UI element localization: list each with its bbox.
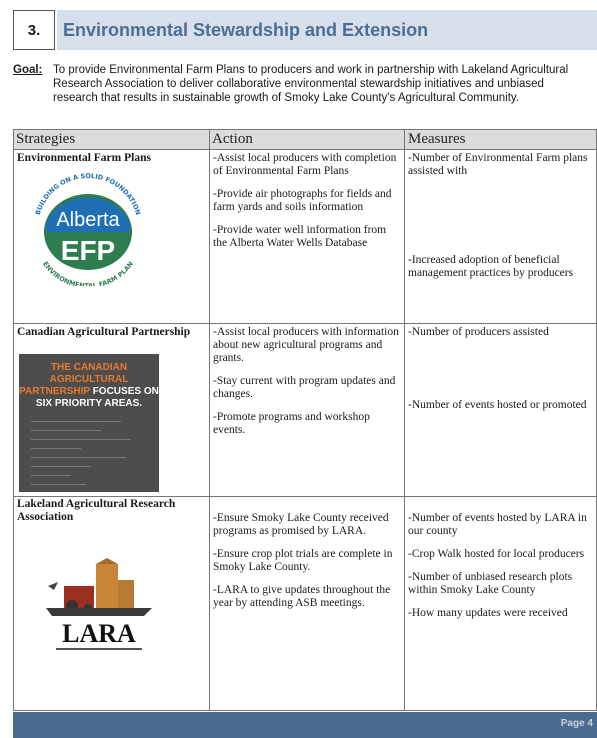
- action-item: -Ensure crop plot trials are complete in Smoky Lake County.: [213, 548, 393, 573]
- efp-arc-bottom: ENVIRONMENTAL FARM PLAN: [41, 260, 135, 286]
- cap-heading: THE CANADIAN AGRICULTURAL PARTNERSHIP FOCUSES ON SIX PRIORITY AREAS.: [19, 362, 159, 409]
- cap-priority-list: [19, 410, 159, 485]
- header-measures: Measures: [408, 131, 466, 147]
- lara-logo: [44, 558, 154, 663]
- row-divider: [14, 496, 596, 497]
- action-item: -Ensure Smoky Lake County received programs as promised by LARA.: [213, 512, 389, 537]
- measure-item: -Number of events hosted or promoted: [408, 399, 587, 411]
- section-title: Environmental Stewardship and Extension: [63, 19, 429, 40]
- measure-item: -Number of producers assisted: [408, 326, 549, 338]
- strategy-title: Canadian Agricultural Partnership: [17, 326, 191, 338]
- action-item: -Assist local producers with information about new agricultural programs and grants.: [213, 326, 399, 364]
- table-row-measure: [408, 512, 596, 630]
- strategy-table: [13, 129, 597, 711]
- measure-item: -How many updates were received: [408, 607, 568, 619]
- measure-item: -Crop Walk hosted for local producers: [408, 548, 585, 560]
- action-item: -Assist local producers with completion of Environmental Farm Plans: [213, 152, 397, 177]
- header-strategies: Strategies: [16, 131, 76, 147]
- column-divider: [404, 130, 405, 710]
- action-item: -Stay current with program updates and changes.: [213, 375, 396, 400]
- lara-word: LARA: [62, 619, 136, 648]
- page-number: Page 4: [560, 718, 593, 729]
- strategy-title: Environmental Farm Plans: [17, 152, 151, 164]
- alberta-efp-logo: [24, 168, 152, 291]
- table-row-action: [213, 152, 401, 260]
- table-row-measure: [408, 152, 596, 290]
- action-item: -Provide air photographs for fields and farm yards and soils information: [213, 188, 392, 213]
- section-number: 3.: [13, 10, 55, 50]
- row-divider: [14, 323, 596, 324]
- goal-block: [13, 63, 597, 105]
- footer-bar: [13, 712, 597, 738]
- table-row-action: [213, 512, 401, 620]
- table-row-action: [213, 326, 401, 447]
- section-title-bar: [57, 10, 597, 50]
- action-item: -Provide water well information from the Alberta Water Wells Database: [213, 224, 387, 249]
- table-row-strategy: [17, 152, 207, 165]
- table-row-strategy: [17, 326, 207, 339]
- section-header: [13, 10, 597, 52]
- action-item: -LARA to give updates throughout the year by attending ASB meetings.: [213, 584, 391, 609]
- goal-text: To provide Environmental Farm Plans to producers and work in partnership with Lakeland Agricultural Research Association to deliver collaborative environmental stewardship initiatives and unbiased research that results in sustainable growth of Smoky Lake County's Agricultural Community.: [53, 64, 569, 104]
- column-divider: [209, 130, 210, 710]
- measure-item: -Increased adoption of beneficial management practices by producers: [408, 254, 574, 279]
- table-row-strategy: [17, 498, 207, 524]
- strategy-title: Lakeland Agricultural Research Association: [17, 498, 176, 523]
- measure-item: -Number of events hosted by LARA in our county: [408, 512, 587, 537]
- header-action: Action: [212, 131, 253, 147]
- efp-mark: EFP: [60, 235, 116, 266]
- cap-infographic: [19, 354, 159, 492]
- table-header: [14, 130, 596, 150]
- efp-word: Alberta: [56, 209, 120, 231]
- efp-arc-top: BUILDING ON A SOLID FOUNDATION: [33, 171, 143, 216]
- measure-item: -Number of unbiased research plots within Smoky Lake County: [408, 571, 573, 596]
- table-row-measure: [408, 326, 596, 422]
- measure-item: -Number of Environmental Farm plans assisted with: [408, 152, 588, 177]
- action-item: -Promote programs and workshop events.: [213, 411, 370, 436]
- goal-label: Goal:: [13, 64, 43, 76]
